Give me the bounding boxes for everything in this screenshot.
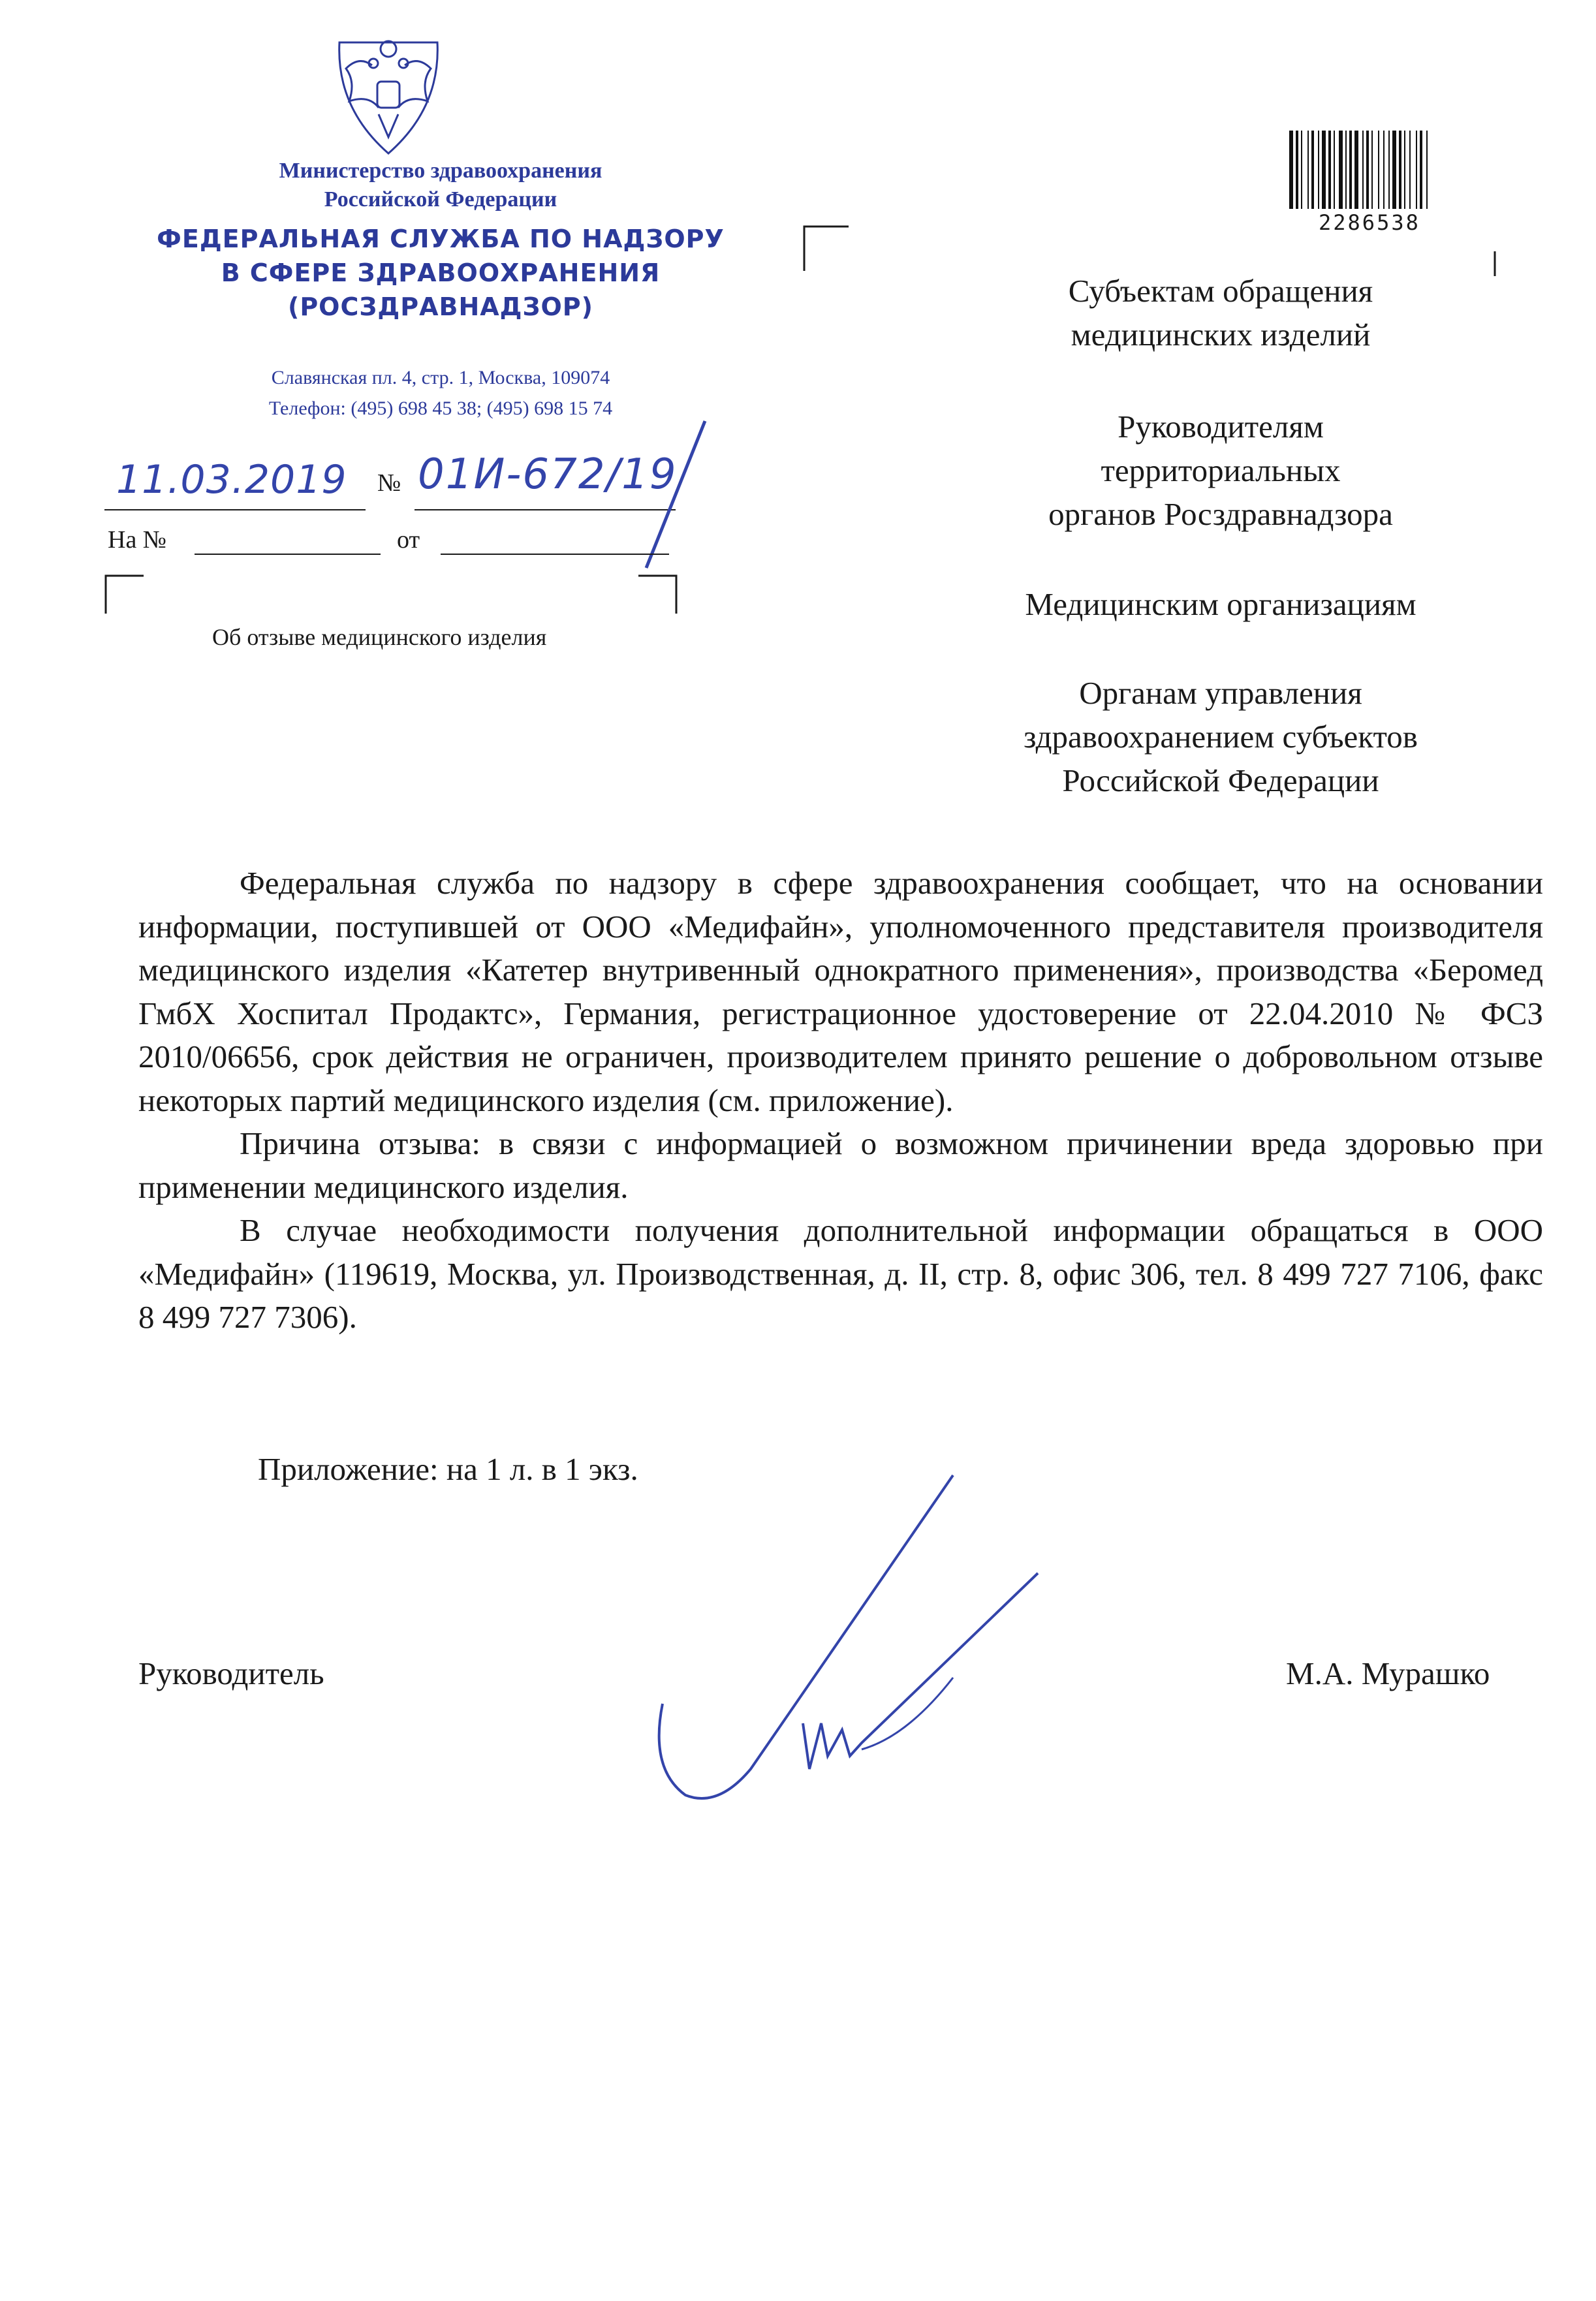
recipient-line: Российской Федерации: [1062, 762, 1379, 798]
recipient-line: медицинских изделий: [1071, 317, 1371, 352]
barcode-bar: [1289, 131, 1293, 209]
ministry-name-line1: Министерство здравоохранения: [279, 159, 602, 183]
barcode-bar: [1371, 131, 1373, 209]
recipient-line: Субъектам обращения: [1068, 273, 1373, 309]
body-paragraph: В случае необходимости получения дополнительной информации обращаться в ООО «Медифайн» (119619, Москва, ул. Производственная, д. II, стр. 8, офис 306, тел. 8 499 727 7106, факс 8 499 727 7306).: [138, 1212, 1543, 1335]
letter-body: [138, 862, 1543, 1339]
number-slash-stroke: [640, 418, 718, 574]
appendix-note: Приложение: на 1 л. в 1 экз.: [258, 1451, 638, 1487]
recipient-line: территориальных: [1101, 452, 1341, 488]
barcode-bar: [1296, 131, 1298, 209]
barcode-bar: [1301, 131, 1302, 209]
ministry-name-line2: Российской Федерации: [324, 187, 557, 211]
from-line: [441, 554, 669, 555]
barcode-bar: [1339, 131, 1343, 209]
barcode-bar: [1366, 131, 1369, 209]
barcode-bar: [1328, 131, 1331, 209]
number-underline: [415, 509, 676, 510]
barcode-bar: [1349, 131, 1352, 209]
number-sign: №: [377, 469, 401, 497]
barcode-bar: [1354, 131, 1358, 209]
body-paragraph: Федеральная служба по надзору в сфере здравоохранения сообщает, что на основании информации, поступившей от ООО «Медифайн», уполномоченного представителя производителя медицинского изделия «Катетер внутривенный однократного применения», производства «Беромед ГмбХ Хоспитал Продактс», Германия, регистрационное удостоверение от 22.04.2010 № ФСЗ 2010/06656, срок действия не ограничен, производителем принято решение о добровольном отзыве некоторых партий медицинского изделия (см. приложение).: [138, 865, 1543, 1118]
barcode-bar: [1416, 131, 1417, 209]
barcode-bar: [1383, 131, 1385, 209]
barcode-bar: [1426, 131, 1428, 209]
recipient-line: Органам управления: [1079, 675, 1362, 711]
service-name-line1: ФЕДЕРАЛЬНАЯ СЛУЖБА ПО НАДЗОРУ: [157, 225, 725, 253]
barcode-bar: [1399, 131, 1401, 209]
barcode-bar: [1392, 131, 1396, 209]
reply-to-line: [195, 554, 381, 555]
barcode-bar: [1307, 131, 1309, 209]
handwritten-signature: [646, 1462, 1064, 1815]
barcode-bar: [1388, 131, 1390, 209]
recipient-line: здравоохранением субъектов: [1024, 719, 1418, 755]
reply-to-label: На №: [108, 526, 167, 554]
barcode-bar: [1378, 131, 1379, 209]
barcode-bar: [1362, 131, 1364, 209]
barcode-bar: [1420, 131, 1422, 209]
service-name-line3: (РОСЗДРАВНАДЗОР): [287, 292, 594, 321]
barcode-number: 2286538: [1319, 210, 1420, 235]
barcode-bar: [1404, 131, 1405, 209]
date-underline: [104, 509, 366, 510]
barcode: [1289, 131, 1492, 209]
signer-name: М.А. Мурашко: [1286, 1655, 1490, 1691]
recipient-line: органов Росздравнадзора: [1048, 496, 1393, 532]
from-label: от: [397, 526, 420, 554]
barcode-bar: [1334, 131, 1335, 209]
coat-of-arms-emblem: [333, 29, 444, 160]
registration-number: 01И-672/19: [418, 450, 678, 499]
barcode-bar: [1322, 131, 1326, 209]
barcode-bar: [1409, 131, 1411, 209]
subject-corner-brackets: [104, 574, 679, 627]
service-name-line2: В СФЕРЕ ЗДРАВООХРАНЕНИЯ: [221, 258, 661, 287]
letter-subject: Об отзыве медицинского изделия: [212, 624, 547, 650]
letterhead-address: Славянская пл. 4, стр. 1, Москва, 109074: [271, 367, 610, 388]
registration-date: 11.03.2019: [116, 457, 347, 503]
body-paragraph: Причина отзыва: в связи с информацией о возможном причинении вреда здоровью при применении медицинского изделия.: [138, 1125, 1543, 1205]
recipient-line: Медицинским организациям: [1025, 586, 1416, 622]
barcode-bar: [1311, 131, 1314, 209]
barcode-bar: [1345, 131, 1347, 209]
letterhead-phone: Телефон: (495) 698 45 38; (495) 698 15 74: [268, 398, 613, 419]
barcode-bar: [1318, 131, 1319, 209]
recipient-line: Руководителям: [1118, 409, 1324, 445]
signer-role: Руководитель: [138, 1655, 324, 1691]
